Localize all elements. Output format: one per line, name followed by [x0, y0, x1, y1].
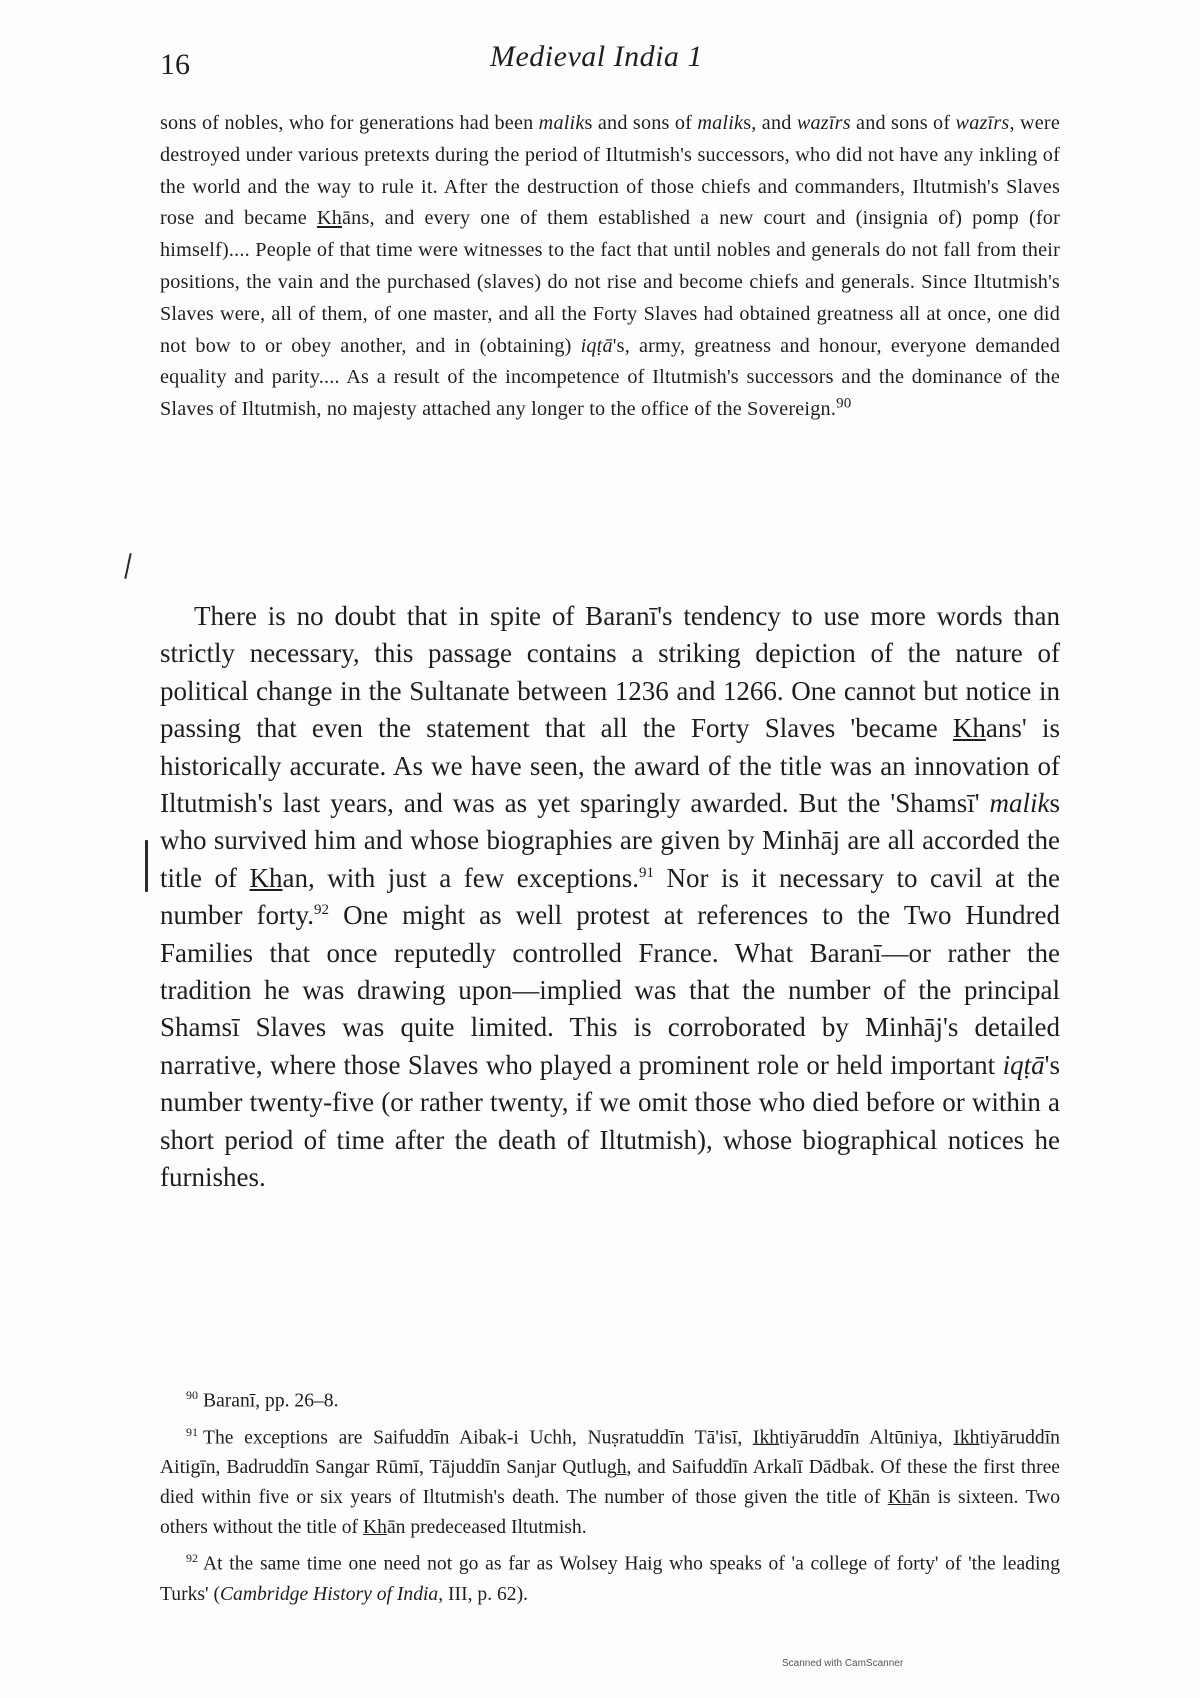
- footnote-mark: 92: [186, 1551, 198, 1566]
- footnote-92: [160, 1543, 1060, 1610]
- italic-run: wazīrs: [955, 112, 1010, 134]
- italic-run: iqṭā: [580, 334, 613, 357]
- italic-run: wazīrs: [796, 112, 851, 134]
- footnote-reference: 91: [639, 864, 654, 881]
- footnote-reference: 90: [836, 395, 852, 412]
- text-run: , were destroyed under various pretexts during the period of Iltutmish's successors, who did not have any inkling of the world and the way to rule it. After the destruction of those chiefs and commanders, Iltutmish's Slaves rose and became: [160, 112, 1061, 230]
- footnote-text: [203, 1391, 339, 1412]
- underlined-run: Kh: [887, 1487, 912, 1509]
- italic-run: malik: [538, 112, 585, 134]
- running-title: Medieval India 1: [490, 40, 703, 73]
- footnote-mark: 90: [186, 1388, 198, 1402]
- scanner-watermark: Scanned with CamScanner: [782, 1658, 904, 1669]
- text-run: ans' is historically accurate. As we have seen, the award of the title was an innovation of Iltutmish's last years, and was as yet sparingly awarded. But the 'Shamsī': [160, 713, 1060, 819]
- text-run: 's, army, greatness and honour, everyone demanded equality and parity.... As a result of the incompetence of Iltutmish's successors and the dominance of the Slaves of Iltutmish, no majesty attached any longer to the office of the Sovereign.: [160, 334, 1060, 421]
- text-run: Baranī, pp. 26–8.: [203, 1390, 339, 1412]
- underlined-run: Kh: [249, 862, 283, 893]
- text-run: , III, p. 62).: [438, 1583, 529, 1605]
- italic-run: malik: [697, 112, 744, 134]
- text-run: At the same time one need not go as far as Wolsey Haig who speaks of 'a college of forty' of 'the leading Turks' (: [160, 1553, 1060, 1605]
- margin-bracket-mark: [145, 840, 148, 892]
- underlined-run: Ikh: [953, 1427, 980, 1449]
- footnote-90: [160, 1380, 1060, 1417]
- underlined-run: h: [616, 1457, 627, 1479]
- body-paragraph: [160, 598, 1060, 1197]
- footnote-text: [160, 1424, 1060, 1539]
- text-run: ān is sixteen. Two others without the title of: [160, 1487, 1060, 1539]
- text-run: sons of nobles, who for generations had been: [160, 112, 539, 134]
- footnote-91: [160, 1417, 1060, 1544]
- text-run: ān predeceased Iltutmish.: [386, 1517, 587, 1539]
- italic-run: malik: [989, 788, 1050, 819]
- text-run: Nor is it necessary to cavil at the number forty.: [160, 862, 1060, 931]
- footnote-reference: 92: [314, 902, 330, 919]
- page-header: [160, 40, 1060, 90]
- text-run: One might as well protest at references to the Two Hundred Families that once reputedly controlled France. What Baranī—or rather the tradition he was drawing upon—implied was that the number of the principal Shamsī Slaves was quite limited. This is corroborated by Minhāj's detailed narrative, where those Slaves who played a prominent role or held important: [160, 900, 1060, 1080]
- margin-pencil-mark: [124, 553, 131, 579]
- underlined-run: Kh: [316, 207, 343, 230]
- footnote-mark: 91: [186, 1424, 198, 1439]
- page-number: 16: [160, 48, 190, 81]
- text-run: s who survived him and whose biographies are given by Minhāj are all accorded the title of: [160, 788, 1060, 893]
- italic-run: iqṭā: [1002, 1049, 1045, 1080]
- text-run: an, with just a few exceptions.: [282, 862, 639, 893]
- text-run: s, and: [743, 112, 797, 134]
- text-run: , and Saifuddīn Arkalī Dādbak. Of these the first three died within five or six years of Iltutmish's death. The number of those given the title of: [160, 1457, 1060, 1509]
- text-run: s and sons of: [584, 112, 698, 134]
- quote-paragraph: [160, 108, 1060, 426]
- text-run: āns, and every one of them established a new court and (insignia of) pomp (for himself).... People of that time were witnesses to the fact that until nobles and generals do not fall from their positions, the vain and the purchased (slaves) do not rise and become chiefs and generals. Since Iltutmish's Slaves were, all of them, of one master, and all the Forty Slaves had obtained greatness all at once, one did not bow to or obey another, and in (obtaining): [160, 207, 1061, 357]
- footnote-text: [160, 1554, 1060, 1605]
- text-run: 's number twenty-five (or rather twenty, if we omit those who died before or within a short period of time after the death of Iltutmish), whose biographical notices he furnishes.: [160, 1049, 1060, 1193]
- text-run: The exceptions are Saifuddīn Aibak-i Uchh, Nuṣratuddīn Tā'isī,: [203, 1427, 753, 1449]
- text-run: There is no doubt that in spite of Baranī's tendency to use more words than strictly necessary, this passage contains a striking depiction of the nature of political change in the Sultanate between 1236 and 1266. One cannot but notice in passing that even the statement that all the Forty Slaves 'became: [160, 601, 1060, 744]
- underlined-run: Kh: [362, 1517, 387, 1539]
- body-text: [160, 598, 1060, 1197]
- text-run: tiyāruddīn Altūniya,: [779, 1427, 954, 1449]
- underlined-run: Ikh: [752, 1427, 780, 1449]
- italic-run: Cambridge History of India: [219, 1583, 439, 1605]
- text-run: tiyāruddīn Aitigīn, Badruddīn Sangar Rūmī, Tājuddīn Sanjar Qutlug: [160, 1427, 1060, 1479]
- footnotes: [160, 1380, 1060, 1610]
- text-run: and sons of: [850, 112, 956, 134]
- block-quote: [160, 108, 1060, 426]
- underlined-run: Kh: [952, 713, 986, 744]
